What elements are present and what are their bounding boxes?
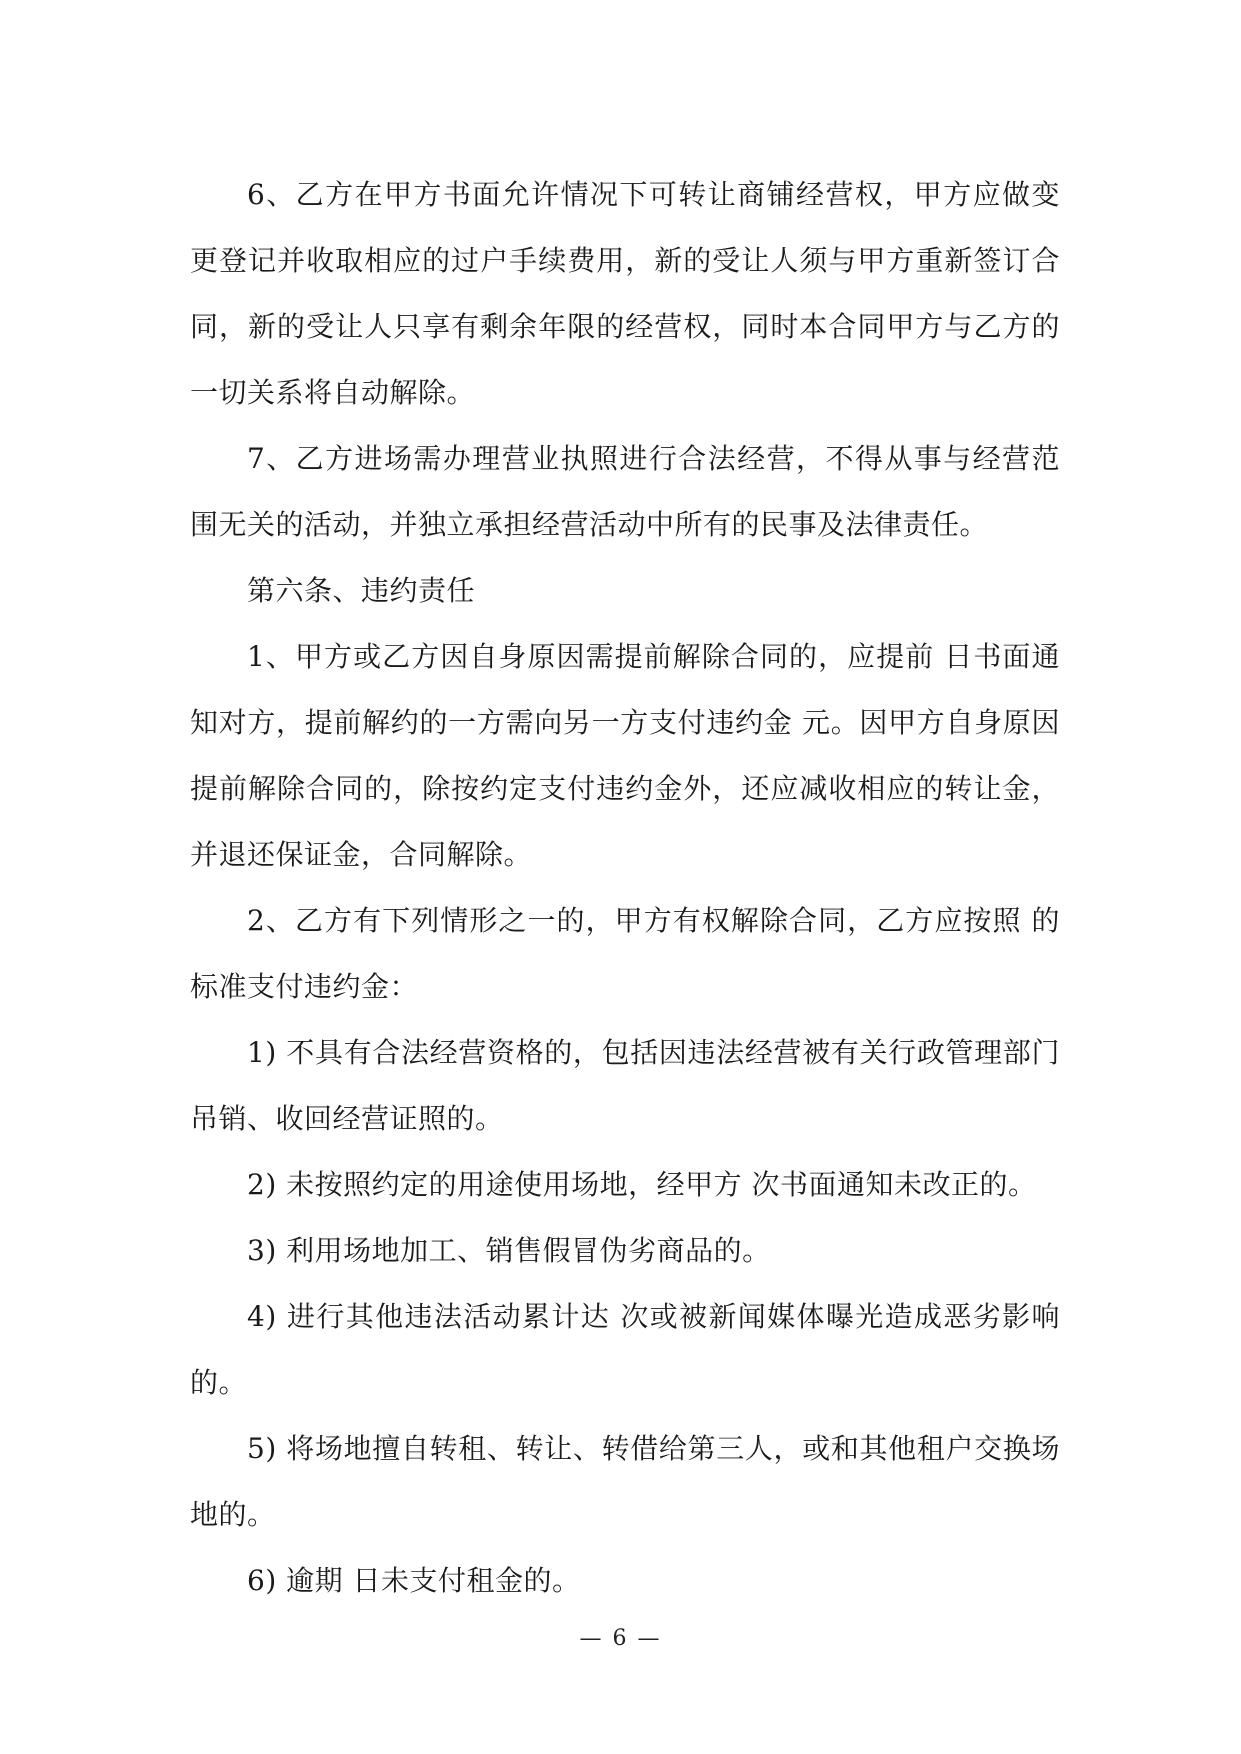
paragraph-breach-1: 1、甲方或乙方因自身原因需提前解除合同的，应提前 日书面通知对方，提前解约的一方需向另一方支付违约金 元。因甲方自身原因提前解除合同的，除按约定支付违约金外，还应减收相应的转让金，并退还保证金，合同解除。 <box>190 640 1060 871</box>
list-item-5: 5) 将场地擅自转租、转让、转借给第三人，或和其他租户交换场地的。 <box>190 1432 1060 1531</box>
paragraph-breach-2: 2、乙方有下列情形之一的，甲方有权解除合同，乙方应按照 的标准支付违约金： <box>190 904 1060 1003</box>
list-item-1: 1) 不具有合法经营资格的，包括因违法经营被有关行政管理部门吊销、收回经营证照的。 <box>190 1036 1060 1135</box>
list-item-6: 6) 逾期 日未支付租金的。 <box>247 1564 581 1597</box>
paragraph-clause-6: 6、乙方在甲方书面允许情况下可转让商铺经营权，甲方应做变更登记并收取相应的过户手续费用，新的受让人须与甲方重新签订合同，新的受让人只享有剩余年限的经营权，同时本合同甲方与乙方的一切关系将自动解除。 <box>190 178 1060 409</box>
document-body <box>190 162 1060 1614</box>
paragraph-clause-7: 7、乙方进场需办理营业执照进行合法经营，不得从事与经营范围无关的活动，并独立承担经营活动中所有的民事及法律责任。 <box>190 442 1060 541</box>
section-heading-article-6: 第六条、违约责任 <box>247 574 476 607</box>
page-number: — 6 — <box>579 1626 662 1651</box>
list-item-4: 4) 进行其他违法活动累计达 次或被新闻媒体曝光造成恶劣影响的。 <box>190 1300 1060 1399</box>
list-item-2: 2) 未按照约定的用途使用场地，经甲方 次书面通知未改正的。 <box>247 1168 1037 1201</box>
list-item-3: 3) 利用场地加工、销售假冒伪劣商品的。 <box>247 1234 771 1267</box>
